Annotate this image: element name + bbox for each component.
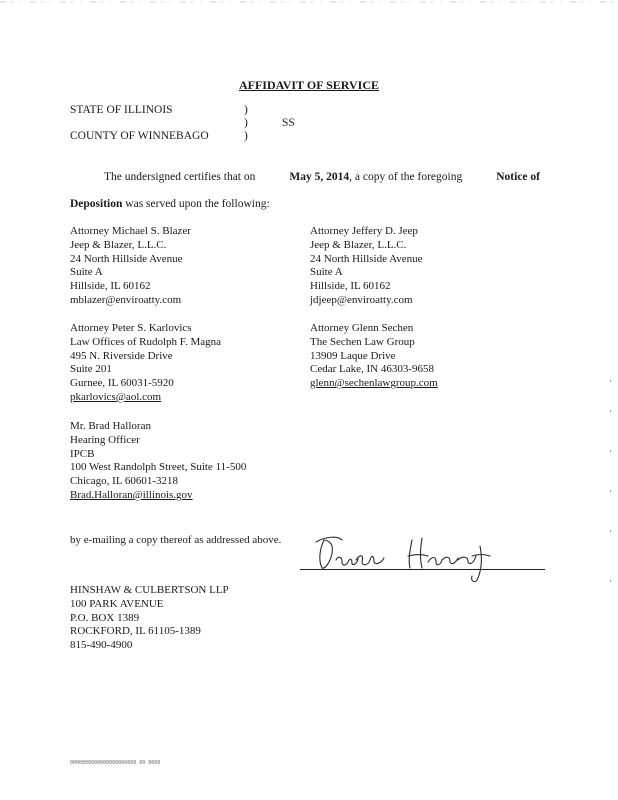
recipient-suite: Suite 201 — [70, 363, 112, 376]
recipient-name: Attorney Jeffery D. Jeep — [310, 225, 418, 237]
certification-line-1: The undersigned certifies that on May 5, 2014, a copy of the foregoing Notice of — [104, 171, 540, 183]
recipient-address-block — [70, 322, 221, 405]
recipient-name: Mr. Brad Halloran — [70, 420, 151, 432]
recipient-suite: Suite A — [310, 266, 343, 279]
recipient-name: Attorney Peter S. Karlovics — [70, 322, 192, 334]
recipient-city: Hillside, IL 60162 — [310, 280, 391, 293]
recipient-street: 495 N. Riverside Drive — [70, 349, 173, 362]
firm-name: HINSHAW & CULBERTSON LLP — [70, 584, 229, 596]
service-method: by e-mailing a copy thereof as addressed above. — [70, 534, 282, 546]
recipient-email-link[interactable]: Brad.Halloran@illinois.gov — [70, 488, 193, 501]
recipient-email: jdjeep@enviroatty.com — [310, 293, 413, 306]
handwritten-signature — [312, 526, 512, 588]
recipient-org: Hearing Officer — [70, 433, 140, 446]
firm-address-block — [70, 584, 229, 653]
recipient-street: 24 North Hillside Avenue — [70, 252, 183, 265]
service-date: May 5, 2014 — [289, 171, 350, 183]
recipient-city: Chicago, IL 60601-3218 — [70, 475, 179, 488]
certification-line-2: Deposition was served upon the following: — [70, 198, 270, 210]
recipient-city: Gurnee, IL 60031-5920 — [70, 377, 174, 390]
venue-paren: ) — [244, 130, 248, 142]
recipient-agency: IPCB — [70, 447, 95, 460]
recipient-org: Jeep & Blazer, L.L.C. — [70, 238, 167, 251]
recipient-org: The Sechen Law Group — [310, 335, 415, 348]
recipient-name: Attorney Glenn Sechen — [310, 322, 414, 334]
certification-text: The undersigned certifies that on — [104, 171, 256, 183]
recipient-address-block — [70, 420, 246, 503]
venue-ss: SS — [282, 117, 295, 129]
firm-city: ROCKFORD, IL 61105-1389 — [70, 625, 201, 638]
recipient-city: Hillside, IL 60162 — [70, 280, 151, 293]
recipient-city: Cedar Lake, IN 46303-9658 — [310, 363, 435, 376]
document-name: Notice of — [496, 171, 540, 183]
recipient-email: mblazer@enviroatty.com — [70, 293, 182, 306]
recipient-email-link[interactable]: pkarlovics@aol.com — [70, 390, 162, 403]
firm-phone: 815-490-4900 — [70, 639, 133, 652]
venue-state: STATE OF ILLINOIS — [70, 104, 173, 116]
recipient-address-block — [310, 225, 423, 308]
recipient-name: Attorney Michael S. Blazer — [70, 225, 191, 237]
recipient-street: 100 West Randolph Street, Suite 11-500 — [70, 461, 247, 474]
scan-artifact-line — [0, 0, 618, 6]
firm-po-box: P.O. BOX 1389 — [70, 611, 140, 624]
scan-edge-speckles — [608, 380, 614, 620]
recipient-street: 13909 Laque Drive — [310, 349, 396, 362]
recipient-address-block — [310, 322, 438, 391]
venue-paren: ) — [244, 117, 248, 129]
venue-paren: ) — [244, 104, 248, 116]
recipient-email-link[interactable]: glenn@sechenlawgroup.com — [310, 377, 438, 390]
recipient-address-block — [70, 225, 191, 308]
firm-street: 100 PARK AVENUE — [70, 597, 164, 610]
recipient-org: Law Offices of Rudolph F. Magna — [70, 335, 222, 348]
signature-line — [300, 569, 545, 570]
venue-county: COUNTY OF WINNEBAGO — [70, 130, 209, 142]
recipient-street: 24 North Hillside Avenue — [310, 252, 423, 265]
recipient-suite: Suite A — [70, 266, 103, 279]
recipient-org: Jeep & Blazer, L.L.C. — [310, 238, 407, 251]
document-title: AFFIDAVIT OF SERVICE — [238, 78, 380, 92]
document-footer-code: 0000000000000000000000 00 0000 — [70, 760, 161, 766]
document-name-cont: Deposition — [70, 198, 123, 210]
